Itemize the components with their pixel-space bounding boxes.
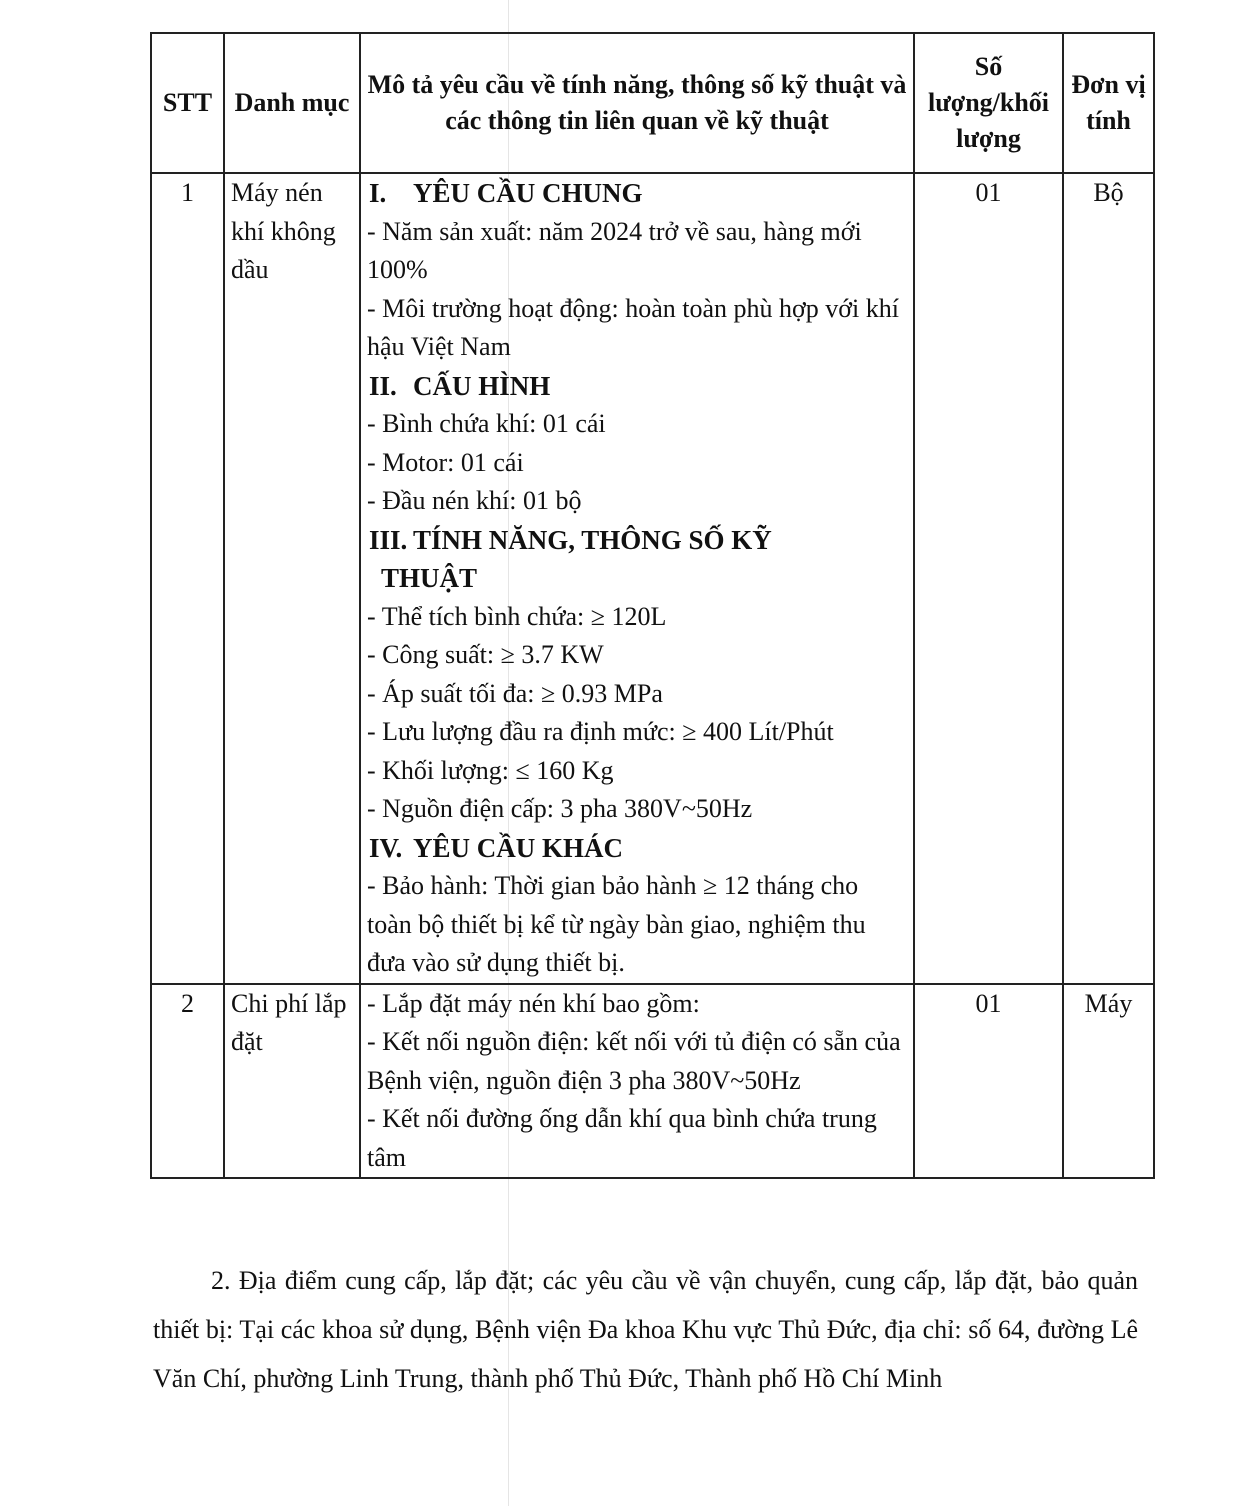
row-quantity: 01: [914, 984, 1063, 1179]
row-category: Chi phí lắp đặt: [224, 984, 360, 1179]
row-stt: 2: [151, 984, 224, 1179]
description-item: - Motor: 01 cái: [367, 447, 524, 477]
description-item: - Khối lượng: ≤ 160 Kg: [367, 755, 614, 785]
header-quantity: Số lượng/khối lượng: [914, 33, 1063, 173]
header-description: Mô tả yêu cầu về tính năng, thông số kỹ thuật và các thông tin liên quan về kỹ thuật: [360, 33, 914, 173]
row-quantity: 01: [914, 173, 1063, 984]
row-unit: Máy: [1063, 984, 1154, 1179]
description-item: - Lưu lượng đầu ra định mức: ≥ 400 Lít/Phút: [367, 717, 834, 746]
description-item: - Kết nối đường ống dẫn khí qua bình chứa trung tâm: [367, 1104, 877, 1172]
header-category: Danh mục: [224, 33, 360, 173]
header-stt: STT: [151, 33, 224, 173]
description-item: - Áp suất tối đa: ≥ 0.93 MPa: [367, 678, 663, 708]
description-item: - Nguồn điện cấp: 3 pha 380V~50Hz: [367, 794, 753, 823]
description-item: - Năm sản xuất: năm 2024 trở về sau, hàng mới 100%: [367, 216, 862, 284]
table-header-row: [151, 33, 1154, 173]
row-unit: Bộ: [1063, 173, 1154, 984]
table-row: [151, 173, 1154, 984]
description-item: - Kết nối nguồn điện: kết nối với tủ điện có sẵn của Bệnh viện, nguồn điện 3 pha 380V~50Hz: [367, 1027, 901, 1095]
description-item: - Bình chứa khí: 01 cái: [367, 409, 606, 438]
specification-table: [150, 32, 1155, 1179]
description-item: - Công suất: ≥ 3.7 KW: [367, 640, 604, 669]
row-description: [360, 173, 914, 984]
description-item: - Đầu nén khí: 01 bộ: [367, 486, 582, 515]
description-item: - Bảo hành: Thời gian bảo hành ≥ 12 tháng cho toàn bộ thiết bị kể từ ngày bàn giao, nghiệm thu đưa vào sử dụng thiết bị.: [367, 871, 866, 977]
description-item: - Lắp đặt máy nén khí bao gồm:: [367, 988, 700, 1018]
section-heading: I. YÊU CẦU CHUNG: [369, 178, 643, 208]
row-description: [360, 984, 914, 1179]
row-category: Máy nén khí không dầu: [224, 173, 360, 984]
section-heading: II. CẤU HÌNH: [369, 370, 551, 401]
description-item: - Môi trường hoạt động: hoàn toàn phù hợp với khí hậu Việt Nam: [367, 293, 899, 361]
section-heading: III. TÍNH NĂNG, THÔNG SỐ KỸ THUẬT: [369, 524, 772, 593]
delivery-location-paragraph: 2. Địa điểm cung cấp, lắp đặt; các yêu cầu về vận chuyển, cung cấp, lắp đặt, bảo quản thiết bị: Tại các khoa sử dụng, Bệnh viện Đa khoa Khu vực Thủ Đức, địa chỉ: số 64, đường Lê Văn Chí, phường Linh Trung, thành phố Thủ Đức, Thành phố Hồ Chí Minh: [153, 1266, 1138, 1393]
header-unit: Đơn vị tính: [1063, 33, 1154, 173]
table-row: [151, 984, 1154, 1179]
row-stt: 1: [151, 173, 224, 984]
description-item: - Thể tích bình chứa: ≥ 120L: [367, 601, 667, 631]
section-heading: IV. YÊU CẦU KHÁC: [369, 832, 624, 863]
